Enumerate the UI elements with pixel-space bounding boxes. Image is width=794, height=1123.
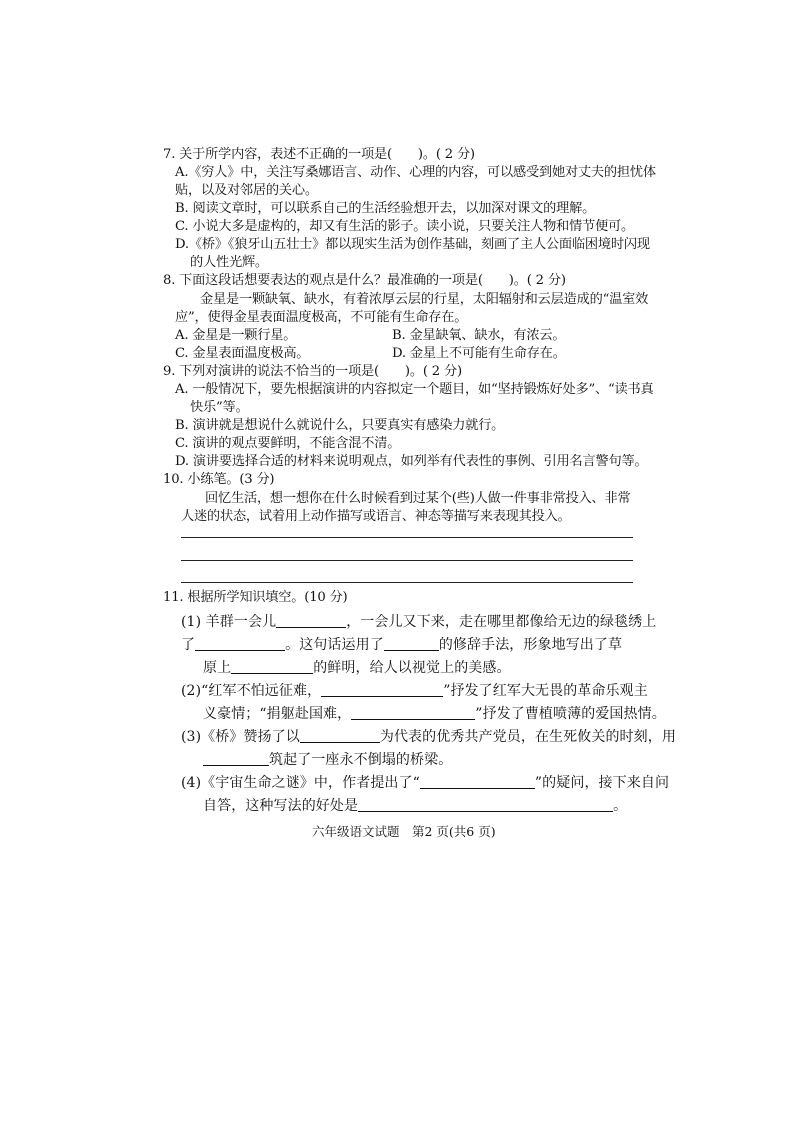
q8-option-a: A. 金星是一颗行星。 <box>175 328 297 343</box>
q9-option-a: A. 一般情况下，要先根据演讲的内容拟定一个题目，如“坚持锻炼好处多”、“读书真 <box>175 382 654 397</box>
q9-option-a-cont: 快乐”等。 <box>190 400 249 415</box>
q11-item1-blank-1[interactable] <box>276 613 346 628</box>
q11-item3-blank-1[interactable] <box>300 728 380 743</box>
q11-item4-line1 <box>181 774 669 792</box>
q8-passage-line1: 金星是一颗缺氧、缺水，有着浓厚云层的行星，太阳辐射和云层造成的“温室效 <box>200 292 649 307</box>
q10-stem: 10. 小练笔。(3 分) <box>163 472 275 487</box>
q11-item3-line1 <box>181 728 676 746</box>
q11-item2-line2 <box>203 705 666 723</box>
q10-writing-line-2[interactable] <box>181 560 633 561</box>
q11-item2-text-a: (2)“红军不怕远征难， <box>181 683 322 699</box>
q11-item4-line2 <box>203 797 627 815</box>
q10-writing-line-3[interactable] <box>181 582 633 583</box>
q11-item1-text-e: 的修辞手法，形象地写出了草 <box>438 637 623 653</box>
q7-option-b: B. 阅读文章时，可以联系自己的生活经验想开去，以加深对课文的理解。 <box>175 201 596 216</box>
q11-item4-text-b: ”的疑问，接下来自问 <box>534 775 670 791</box>
q11-item3-line2 <box>203 751 452 769</box>
q11-item4-text-d: 。 <box>613 798 628 814</box>
q11-item1-text-c: 了 <box>181 637 196 653</box>
q7-option-a-cont: 贴，以及对邻居的关心。 <box>175 183 318 198</box>
q8-option-b: B. 金星缺氧、缺水，有浓云。 <box>392 328 566 343</box>
q11-item2-blank-2[interactable] <box>351 705 475 720</box>
q11-item1-blank-3[interactable] <box>384 636 439 651</box>
q11-item4-blank-2[interactable] <box>358 797 613 812</box>
q9-option-c: C. 演讲的观点要鲜明，不能含混不清。 <box>175 436 401 451</box>
q11-item2-line1 <box>181 682 648 700</box>
q11-item1-line2 <box>181 636 622 654</box>
q11-stem: 11. 根据所学知识填空。(10 分) <box>163 590 348 605</box>
q9-stem: 9. 下列对演讲的说法不恰当的一项是( )。( 2 分) <box>163 364 462 379</box>
q11-item1-text-g: 的鲜明，给人以视觉上的美感。 <box>313 660 511 676</box>
q11-item4-text-a: (4)《宇宙生命之谜》中，作者提出了“ <box>181 775 420 791</box>
q11-item1-blank-2[interactable] <box>195 636 285 651</box>
q11-item1-text-f: 原上 <box>203 660 232 676</box>
q7-option-a: A.《穷人》中，关注写桑娜语言、动作、心理的内容，可以感受到她对丈夫的担忧体 <box>175 165 656 180</box>
q11-item1-blank-4[interactable] <box>231 659 313 674</box>
q11-item2-text-c: 义豪情；“捐躯赴国难， <box>203 706 352 722</box>
q11-item3-text-b: 为代表的优秀共产党员，在生死攸关的时刻，用 <box>379 729 676 745</box>
q11-item1-line3 <box>203 659 511 677</box>
q11-item1-text-b: ，一会儿又下来，走在哪里都像给无边的绿毯绣上 <box>346 614 657 630</box>
q11-item1-text-a: (1) 羊群一会儿 <box>181 614 277 630</box>
q8-passage-line2: 应”，使得金星表面温度极高，不可能有生命存在。 <box>175 310 468 325</box>
q7-stem: 7. 关于所学内容，表述不正确的一项是( )。( 2 分) <box>163 147 475 162</box>
q7-option-d: D.《桥》《狼牙山五壮士》都以现实生活为创作基础，刻画了主人公面临困境时闪现 <box>175 237 650 252</box>
q8-option-c: C. 金星表面温度极高。 <box>175 346 310 361</box>
q11-item2-blank-1[interactable] <box>321 682 443 697</box>
q9-option-b: B. 演讲就是想说什么就说什么，只要真实有感染力就行。 <box>175 418 505 433</box>
q10-prompt-line1: 回忆生活，想一想你在什么时候看到过某个(些)人做一件事非常投入、非常 <box>205 491 631 506</box>
q11-item3-text-c: 筑起了一座永不倒塌的桥梁。 <box>269 752 453 768</box>
q11-item3-blank-2[interactable] <box>203 751 269 766</box>
q9-option-d: D. 演讲要选择合适的材料来说明观点，如列举有代表性的事例、引用名言警句等。 <box>175 454 648 469</box>
q11-item4-blank-1[interactable] <box>420 774 535 789</box>
q11-item1-text-d: 。这句话运用了 <box>285 637 384 653</box>
q11-item4-text-c: 自答，这种写法的好处是 <box>203 798 359 814</box>
q7-option-d-cont: 的人性光辉。 <box>190 255 268 270</box>
q11-item3-text-a: (3)《桥》赞扬了以 <box>181 729 300 745</box>
page-footer: 六年级语文试题 第2 页(共6 页) <box>312 824 496 839</box>
q8-stem: 8. 下面这段话想要表达的观点是什么？最准确的一项是( )。( 2 分) <box>163 273 566 288</box>
q11-item1-line1 <box>181 613 656 631</box>
q11-item2-text-d: ”抒发了曹植喷薄的爱国热情。 <box>475 706 666 722</box>
q7-option-c: C. 小说大多是虚构的，却又有生活的影子。读小说，只要关注人物和情节便可。 <box>175 219 634 234</box>
q8-option-d: D. 金星上不可能有生命存在。 <box>392 346 566 361</box>
q10-prompt-line2: 人迷的状态，试着用上动作描写或语言、神态等描写来表现其投入。 <box>181 509 571 524</box>
q10-writing-line-1[interactable] <box>181 537 633 538</box>
q11-item2-text-b: ”抒发了红军大无畏的革命乐观主 <box>443 683 648 699</box>
